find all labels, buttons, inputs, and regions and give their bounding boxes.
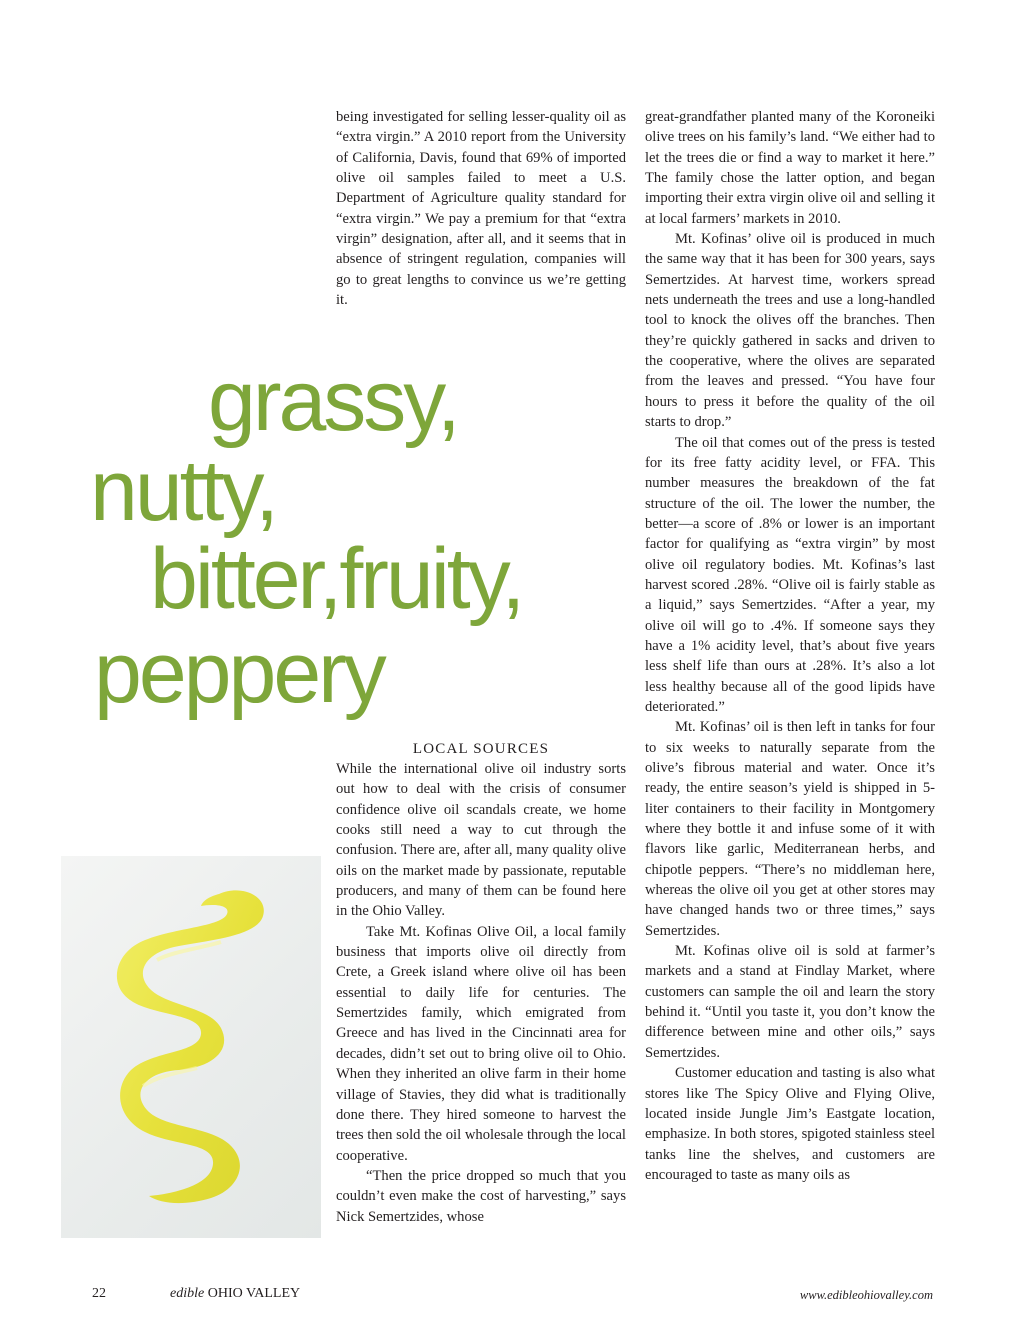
paragraph: While the international olive oil industry sorts out how to deal with the crisis of consumer confidence olive oil scandals create, we home cooks still need a way to cut through the confusion. There are, after all, many quality olive oils on the market made by passionate, reputable producers, and many of them can be found here in the Ohio Valley. (336, 761, 626, 920)
page-number: 22 (92, 1286, 106, 1301)
section-subheading: LOCAL SOURCES (412, 741, 550, 757)
olive-oil-swirl-icon (61, 856, 321, 1238)
magazine-brand: edible (170, 1286, 205, 1301)
paragraph: The oil that comes out of the press is tested for its free fatty acidity level, or FFA. This number measures the breakdown of the fat structure of the oil. The lower the number, the better—a score of .8% or lower is an important factor for qualifying as “extra virgin” by most olive oil regulatory bodies. Mt. Kofinas’s last harvest scored .28%. “Olive oil is fairly stable as a liquid,” says Semertzides. “After a year, my olive oil will go to .4%. If someone says they have a 1% acidity level, that’s about five years less shelf life than ours at .28%. It’s also a lot less healthy because all of the good lipids have deteriorated.” (645, 434, 935, 715)
article-column-middle-top (336, 107, 626, 310)
paragraph: being investigated for selling lesser-quality oil as “extra virgin.” A 2010 report from the University of California, Davis, found that 69% of imported olive oil samples failed to meet a U.S. Department of Agriculture quality standard for “extra virgin.” We pay a premium for that “extra virgin” designation, after all, and it seems that in absence of stringent regulation, companies will go to great lengths to convince us we’re getting it. (336, 109, 626, 309)
magazine-region: OHIO VALLEY (207, 1286, 301, 1301)
paragraph: Mt. Kofinas’ olive oil is produced in much the same way that it has been for 300 years, says Semertzides. At harvest time, workers spread nets underneath the trees and use a long-handled tool to knock the olives off the branches. Then they’re quickly gathered in sacks and driven to the cooperative, where the olives are separated from the leaves and pressed. “You have four hours to press it before the quality of the oil starts to drop.” (645, 231, 935, 431)
pull-quote-line: grassy, (208, 353, 458, 449)
paragraph: Mt. Kofinas olive oil is sold at farmer’s markets and a stand at Findlay Market, where customers can sample the oil and learn the story behind it. “Until you taste it, you don’t know the difference between mine and other oils,” says Semertzides. (645, 943, 935, 1061)
paragraph: Customer education and tasting is also what stores like The Spicy Olive and Flying Olive, located inside Jungle Jim’s Eastgate location, emphasize. In both stores, spigoted stainless steel tanks line the shelves, and customers are encouraged to taste as many oils as (645, 1065, 935, 1183)
website-url: www.edibleohiovalley.com (799, 1288, 933, 1302)
paragraph: great-grandfather planted many of the Koroneiki olive trees on his family’s land. “We either had to let the trees die or find a way to market it here.” The family chose the latter option, and began importing their extra virgin olive oil and selling it at local farmers’ markets in 2010. (645, 109, 935, 227)
olive-oil-photo (61, 856, 321, 1238)
article-column-middle-bottom (336, 759, 626, 1227)
pull-quote-line: bitter,fruity, (150, 531, 523, 627)
pull-quote-line: peppery (94, 625, 384, 721)
pull-quote-line: nutty, (90, 443, 276, 539)
paragraph: “Then the price dropped so much that you couldn’t even make the cost of harvesting,” says Nick Semertzides, whose (336, 1167, 626, 1225)
paragraph: Take Mt. Kofinas Olive Oil, a local family business that imports olive oil directly from Crete, a Greek island where olive oil has been essential to daily life for centuries. The Semertzides family, which emigrated from Greece and has lived in the Cincinnati area for decades, didn’t set out to bring olive oil to Ohio. When they inherited an olive farm in their home village of Stavies, they did what is traditionally done there. They hired someone to harvest the trees then sold the oil wholesale through the local cooperative. (336, 923, 626, 1164)
paragraph: Mt. Kofinas’ oil is then left in tanks for four to six weeks to naturally separate from the olive’s fibrous material and water. Once it’s ready, the entire season’s yield is shipped in 5-liter containers to their facility in Montgomery where they bottle it and infuse some of it with flavors like garlic, Mediterranean herbs, and chipotle peppers. “There’s no middleman here, whereas the olive oil you get at other stores may have changed hands two or three times,” says Semertzides. (645, 719, 935, 939)
article-column-right (645, 107, 935, 1185)
magazine-name (170, 1286, 300, 1302)
